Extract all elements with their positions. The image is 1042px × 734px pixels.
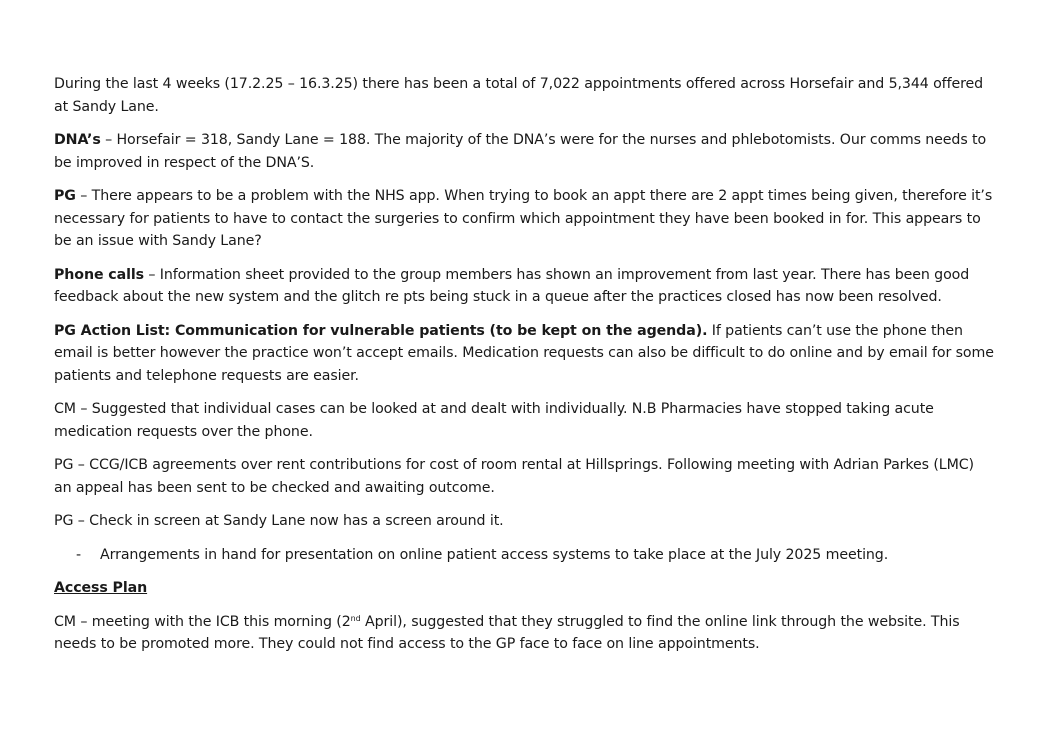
pg-action-list-label: PG Action List: Communication for vulnerable patients (to be kept on the agenda). xyxy=(54,322,708,339)
paragraph-text: PG – CCG/ICB agreements over rent contributions for cost of room rental at Hillsprings. Following meeting with Adrian Parkes (LMC) an appeal has been sent to be checked and awaiting outcome. xyxy=(54,457,974,496)
cm-suggestion-paragraph xyxy=(54,398,994,443)
nhs-app-paragraph xyxy=(54,185,994,253)
bullet-text: Arrangements in hand for presentation on online patient access systems to take place at the July 2025 meeting. xyxy=(100,546,889,563)
paragraph-text: If patients can’t use the phone then email is better however the practice won’t accept emails. Medication requests can also be difficult to do online and by email for some patients and telephone requests are easier. xyxy=(54,322,994,384)
access-plan-paragraph xyxy=(54,611,994,656)
phone-calls-paragraph xyxy=(54,264,994,309)
dna-label: DNA’s xyxy=(54,132,101,148)
pg-action-list-paragraph xyxy=(54,320,994,388)
paragraph-text-before: CM – meeting with the ICB this morning (2 xyxy=(54,613,351,630)
paragraph-text: – Horsefair = 318, Sandy Lane = 188. The majority of the DNA’s were for the nurses and phlebotomists. Our comms needs to be improved in respect of the DNA’S. xyxy=(54,132,987,171)
rent-contributions-paragraph xyxy=(54,454,994,499)
paragraph-text-after: April), suggested that they struggled to find the online link through the website. This needs to be promoted more. They could not find access to the GP face to face on line appointments. xyxy=(54,613,960,652)
dna-paragraph xyxy=(54,129,994,174)
paragraph-text: – There appears to be a problem with the NHS app. When trying to book an appt there are 2 appt times being given, therefore it’s necessary for patients to have to contact the surgeries to confirm which appointment they have been booked in for. This appears to be an issue with Sandy Lane? xyxy=(54,188,993,249)
paragraph-text: CM – Suggested that individual cases can be looked at and dealt with individually. N.B Pharmacies have stopped taking acute medication requests over the phone. xyxy=(54,401,934,440)
appointments-summary-paragraph xyxy=(54,73,994,118)
paragraph-text: PG – Check in screen at Sandy Lane now has a screen around it. xyxy=(54,513,504,529)
document-page xyxy=(54,73,994,667)
access-plan-heading: Access Plan xyxy=(54,580,148,596)
bullet-dash: - xyxy=(76,546,82,563)
check-in-screen-paragraph xyxy=(54,510,994,533)
paragraph-text: – Information sheet provided to the group members has shown an improvement from last year. There has been good feedback about the new system and the glitch re pts being stuck in a queue after the practices closed has now been resolved. xyxy=(54,266,970,305)
phone-calls-label: Phone calls xyxy=(54,266,144,283)
bullet-item xyxy=(54,544,994,567)
ordinal-suffix: nd xyxy=(350,613,361,623)
pg-label: PG xyxy=(54,188,76,204)
paragraph-text: During the last 4 weeks (17.2.25 – 16.3.25) there has been a total of 7,022 appointments offered across Horsefair and 5,344 offered at Sandy Lane. xyxy=(54,76,984,115)
